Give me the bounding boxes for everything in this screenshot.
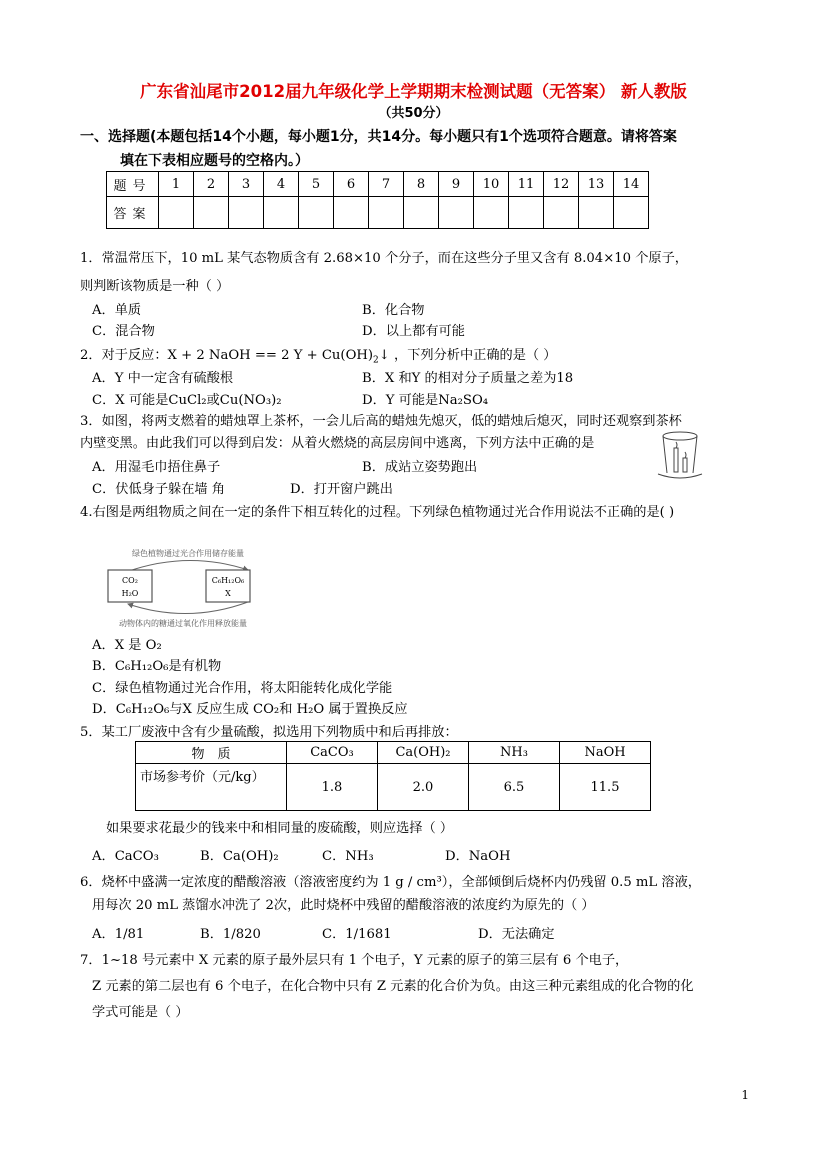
q3-option-d: D．打开窗户跳出 — [290, 482, 393, 497]
q4-option-d: D．C₆H₁₂O₆与X 反应生成 CO₂和 H₂O 属于置换反应 — [92, 702, 408, 717]
answer-table-number: 5 — [299, 172, 334, 197]
answer-cell[interactable] — [509, 197, 544, 229]
q5-question: 如果要求花最少的钱来中和相同量的废硫酸，则应选择（ ） — [106, 821, 454, 836]
q3-option-c: C．伏低身子躲在墙 角 — [92, 482, 225, 497]
q2-stem-sub: 2 — [373, 355, 379, 366]
q2-option-b: B．X 和Y 的相对分子质量之差为18 — [362, 371, 574, 386]
q4-option-c: C．绿色植物通过光合作用，将太阳能转化成化学能 — [92, 681, 393, 696]
price-table-price: 6.5 — [469, 764, 560, 811]
answer-table-number: 2 — [194, 172, 229, 197]
q2-option-a: A．Y 中一定含有硫酸根 — [92, 371, 234, 386]
price-table-substance: NH₃ — [469, 742, 560, 764]
q4-option-a: A．X 是 O₂ — [92, 638, 162, 653]
q4-stem: 4.右图是两组物质之间在一定的条件下相互转化的过程。下列绿色植物通过光合作用说法不正确的是( ) — [80, 505, 675, 520]
q6-option-d: D．无法确定 — [478, 927, 555, 942]
answer-table-number: 3 — [229, 172, 264, 197]
answer-cell[interactable] — [544, 197, 579, 229]
price-table-substance: NaOH — [560, 742, 651, 764]
q5-option-c: C．NH₃ — [322, 849, 374, 864]
price-table-header-row — [136, 742, 651, 764]
answer-cell[interactable] — [334, 197, 369, 229]
diagram-right-box-line1: C₆H₁₂O₆ — [211, 576, 245, 585]
answer-table-header-row — [107, 172, 649, 197]
answer-cell[interactable] — [264, 197, 299, 229]
q6-stem-line2: 用每次 20 mL 蒸馏水冲洗了 2次，此时烧杯中残留的醋酸溶液的浓度约为原先的（ ） — [92, 898, 595, 913]
price-table — [135, 741, 651, 811]
answer-table-number: 11 — [509, 172, 544, 197]
answer-table-answer-row — [107, 197, 649, 229]
answer-table-number: 4 — [264, 172, 299, 197]
q3-stem-line1: 3．如图，将两支燃着的蜡烛罩上茶杯，一会儿后高的蜡烛先熄灭，低的蜡烛后熄灭，同时还观察到茶杯 — [80, 414, 682, 429]
diagram-left-box-line2: H₂O — [121, 589, 139, 598]
price-table-price: 11.5 — [560, 764, 651, 811]
photosynthesis-diagram — [98, 544, 278, 634]
diagram-left-box-line1: CO₂ — [122, 576, 138, 585]
answer-cell[interactable] — [404, 197, 439, 229]
q1-stem-line2: 则判断该物质是一种（ ） — [80, 279, 230, 294]
answer-cell[interactable] — [369, 197, 404, 229]
answer-cell[interactable] — [439, 197, 474, 229]
document-title: 广东省汕尾市2012届九年级化学上学期期末检测试题（无答案） 新人教版 — [140, 82, 687, 101]
q3-stem-line2: 内壁变黑。由此我们可以得到启发：从着火燃烧的高层房间中逃离，下列方法中正确的是 — [80, 436, 595, 451]
answer-table-number: 14 — [614, 172, 649, 197]
diagram-top-label: 绿色植物通过光合作用储存能量 — [132, 549, 244, 558]
candle-cup-figure — [652, 428, 708, 482]
q2-stem-pre: 2．对于反应：X + 2 NaOH == 2 Y + Cu(OH) — [80, 348, 374, 363]
q4-option-b: B．C₆H₁₂O₆是有机物 — [92, 659, 222, 674]
answer-table-number: 9 — [439, 172, 474, 197]
q1-option-d: D．以上都有可能 — [362, 324, 465, 339]
answer-table — [106, 171, 649, 229]
answer-cell[interactable] — [299, 197, 334, 229]
answer-cell[interactable] — [474, 197, 509, 229]
answer-cell[interactable] — [579, 197, 614, 229]
page-number: 1 — [741, 1088, 749, 1102]
q5-option-d: D．NaOH — [445, 849, 511, 864]
q6-option-a: A．1/81 — [92, 927, 145, 942]
q1-option-a: A．单质 — [92, 303, 142, 318]
document-subtitle: （共50分） — [378, 106, 449, 121]
price-table-price: 1.8 — [287, 764, 378, 811]
answer-table-number: 8 — [404, 172, 439, 197]
q7-stem-line1: 7．1~18 号元素中 X 元素的原子最外层只有 1 个电子，Y 元素的原子的第三层有 6 个电子， — [80, 953, 629, 968]
q5-option-b: B．Ca(OH)₂ — [200, 849, 279, 864]
price-table-row-label: 市场参考价（元/kg） — [136, 764, 287, 811]
q1-option-b: B．化合物 — [362, 303, 425, 318]
q3-option-a: A．用湿毛巾捂住鼻子 — [92, 460, 221, 475]
q6-option-c: C．1/1681 — [322, 927, 392, 942]
q1-stem-line1: 1．常温常压下，10 mL 某气态物质含有 2.68×10 个分子，而在这些分子里又含有 8.04×10 个原子， — [80, 251, 688, 266]
answer-cell[interactable] — [159, 197, 194, 229]
q2-stem — [80, 344, 556, 366]
q3-option-b: B．成站立姿势跑出 — [362, 460, 478, 475]
answer-table-number: 7 — [369, 172, 404, 197]
q7-stem-line3: 学式可能是（ ） — [92, 1005, 189, 1020]
q7-stem-line2: Z 元素的第二层也有 6 个电子，在化合物中只有 Z 元素的化合价为负。由这三种元素组成的化合物的化 — [92, 979, 694, 994]
q5-option-a: A．CaCO₃ — [92, 849, 159, 864]
section1-heading-line1: 一、选择题(本题包括14个小题，每小题1分，共14分。每小题只有1个选项符合题意。请将答案 — [80, 129, 677, 145]
answer-table-header-label: 题号 — [107, 172, 159, 197]
q1-option-c: C．混合物 — [92, 324, 155, 339]
answer-table-number: 12 — [544, 172, 579, 197]
q6-option-b: B．1/820 — [200, 927, 261, 942]
price-table-price-row — [136, 764, 651, 811]
answer-cell[interactable] — [229, 197, 264, 229]
price-table-price: 2.0 — [378, 764, 469, 811]
diagram-bottom-label: 动物体内的糖通过氧化作用释放能量 — [119, 619, 247, 628]
answer-table-number: 6 — [334, 172, 369, 197]
price-table-col0-header: 物 质 — [136, 742, 287, 764]
price-table-substance: CaCO₃ — [287, 742, 378, 764]
answer-table-answer-label: 答案 — [107, 197, 159, 229]
q2-option-c: C．X 可能是CuCl₂或Cu(NO₃)₂ — [92, 393, 282, 408]
diagram-right-box-line2: X — [225, 589, 231, 598]
section1-heading-line2: 填在下表相应题号的空格内。） — [120, 153, 309, 169]
answer-table-number: 1 — [159, 172, 194, 197]
answer-cell[interactable] — [614, 197, 649, 229]
q6-stem-line1: 6．烧杯中盛满一定浓度的醋酸溶液（溶液密度约为 1 g / cm³），全部倾倒后烧杯内仍残留 0.5 mL 溶液， — [80, 875, 701, 890]
q2-option-d: D．Y 可能是Na₂SO₄ — [362, 393, 489, 408]
answer-table-number: 10 — [474, 172, 509, 197]
price-table-substance: Ca(OH)₂ — [378, 742, 469, 764]
answer-table-number: 13 — [579, 172, 614, 197]
q2-stem-post: ↓ ，下列分析中正确的是（ ） — [378, 348, 557, 363]
answer-cell[interactable] — [194, 197, 229, 229]
q5-stem: 5．某工厂废液中含有少量硫酸，拟选用下列物质中和后再排放： — [80, 725, 458, 740]
